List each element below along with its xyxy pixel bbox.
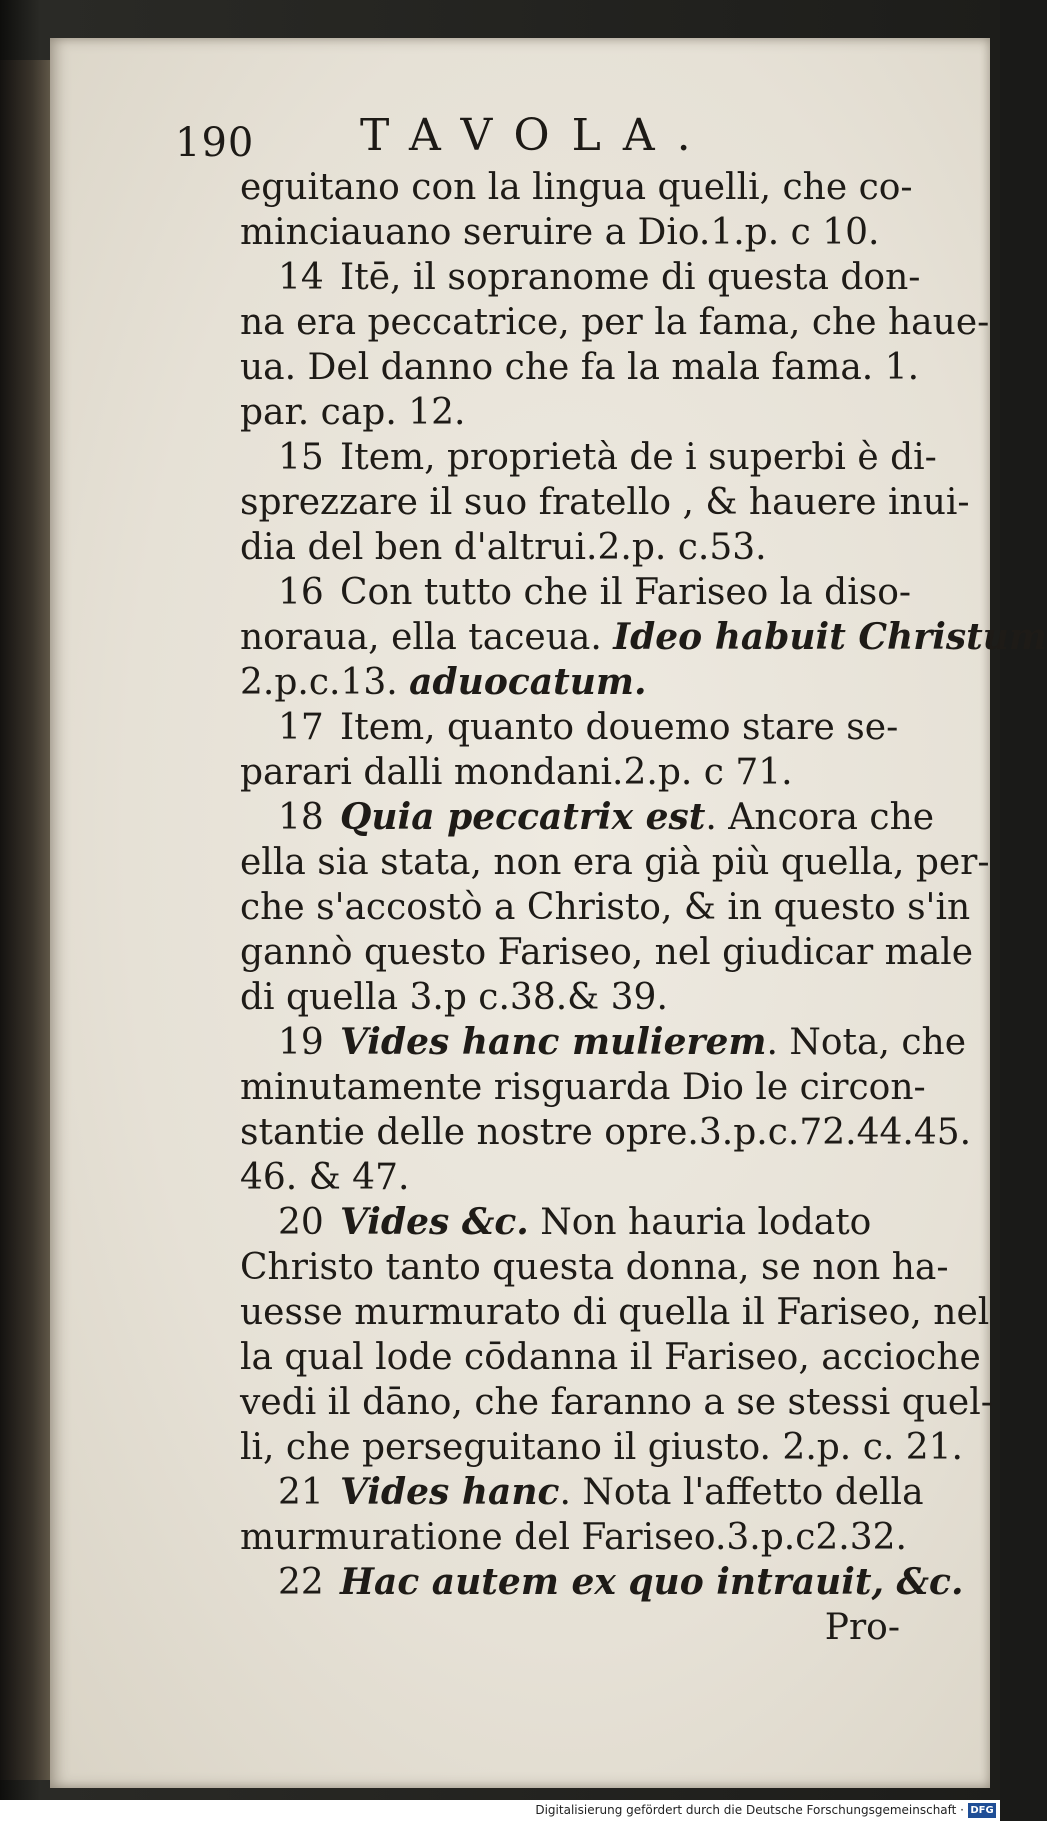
index-line — [240, 390, 940, 435]
index-line — [240, 885, 971, 930]
index-line — [240, 165, 940, 210]
catchword: Pro- — [824, 1607, 900, 1648]
index-line — [240, 255, 940, 300]
entry-text: la qual lode cōdanna il Fariseo, accioche — [240, 1337, 981, 1378]
entry-number: 15 — [278, 437, 324, 478]
index-line — [240, 300, 990, 345]
index-line — [240, 795, 940, 840]
dfg-logo-badge: DFG — [968, 1803, 996, 1818]
entry-text: 2.p.c.13. — [240, 662, 398, 703]
index-line — [240, 435, 940, 480]
entry-text: . Nota, che — [766, 1022, 966, 1063]
entry-text: sprezzare il suo fratello , & hauere inui- — [240, 482, 970, 523]
entry-text: . Ancora che — [705, 797, 935, 838]
index-line — [240, 1200, 940, 1245]
latin-quotation: Vides &c. — [340, 1201, 529, 1243]
entry-text: noraua, ella taceua. — [240, 617, 602, 658]
entry-text: 46. & 47. — [240, 1157, 410, 1198]
index-line — [240, 345, 940, 390]
entry-text: Non hauria lodato — [528, 1202, 872, 1243]
index-line — [240, 570, 940, 615]
entry-text: Item, proprietà de i superbi è di- — [340, 437, 937, 478]
index-line — [240, 1020, 966, 1065]
index-line — [240, 660, 940, 705]
index-line — [240, 1065, 940, 1110]
entry-number: 21 — [278, 1472, 324, 1513]
entry-text: Itē, il sopranome di questa don- — [340, 257, 921, 298]
digitization-footer — [0, 1800, 1000, 1821]
entry-text: par. cap. 12. — [240, 392, 466, 433]
entry-text: di quella 3.p c.38.& 39. — [240, 977, 668, 1018]
index-line — [240, 1515, 940, 1560]
index-line — [240, 480, 970, 525]
index-line — [240, 1425, 963, 1470]
entry-number: 19 — [278, 1022, 324, 1063]
entry-number: 16 — [278, 572, 324, 613]
index-line — [240, 210, 940, 255]
entry-text: murmuratione del Fariseo.3.p.c2.32. — [240, 1517, 908, 1558]
funding-credit: Digitalisierung gefördert durch die Deutsche Forschungsgemeinschaft · — [535, 1803, 964, 1817]
index-line — [240, 930, 974, 975]
entry-text: parari dalli mondani.2.p. c 71. — [240, 752, 793, 793]
index-line — [240, 750, 940, 795]
entry-number: 17 — [278, 707, 324, 748]
entry-text: li, che perseguitano il giusto. 2.p. c. 21. — [240, 1427, 963, 1468]
entry-text: minutamente risguarda Dio le circon- — [240, 1067, 926, 1108]
index-line — [240, 1380, 993, 1425]
entry-text: gannò questo Fariseo, nel giudicar male — [240, 932, 974, 973]
index-line — [240, 615, 1047, 660]
entry-text: minciauano seruire a Dio.1.p. c 10. — [240, 212, 880, 253]
index-line — [240, 705, 940, 750]
index-line — [240, 1110, 972, 1155]
index-line — [240, 1245, 949, 1290]
entry-text: che s'accostò a Christo, & in questo s'in — [240, 887, 971, 928]
entry-text: Con tutto che il Fariseo la diso- — [340, 572, 912, 613]
latin-quotation: Vides hanc — [340, 1471, 560, 1513]
entry-number: 18 — [278, 797, 324, 838]
entry-text: stantie delle nostre opre.3.p.c.72.44.45. — [240, 1112, 972, 1153]
index-line — [240, 840, 990, 885]
index-line — [240, 975, 940, 1020]
page-number: 190 — [175, 120, 255, 166]
running-head — [175, 110, 875, 170]
entry-number: 14 — [278, 257, 324, 298]
index-line — [240, 1290, 990, 1335]
page-title: TAVOLA. — [360, 110, 713, 161]
index-line — [240, 525, 940, 570]
latin-quotation: aduocatum. — [409, 661, 647, 703]
entry-text: eguitano con la lingua quelli, che co- — [240, 167, 913, 208]
entry-number: 20 — [278, 1202, 324, 1243]
entry-text: . Nota l'affetto della — [559, 1472, 924, 1513]
entry-text: ua. Del danno che fa la mala fama. 1. — [240, 347, 920, 388]
index-line — [240, 1470, 940, 1515]
entry-text: Christo tanto questa donna, se non ha- — [240, 1247, 949, 1288]
entry-text: vedi il dāno, che faranno a se stessi quel- — [240, 1382, 993, 1423]
latin-quotation: Quia peccatrix est — [340, 796, 706, 838]
index-line — [240, 1155, 940, 1200]
index-line — [240, 1560, 964, 1605]
entry-number: 22 — [278, 1562, 324, 1603]
entry-text: dia del ben d'altrui.2.p. c.53. — [240, 527, 767, 568]
entry-text: ella sia stata, non era già più quella, per- — [240, 842, 990, 883]
latin-quotation: Ideo habuit Christum — [613, 616, 1047, 658]
entry-text: Item, quanto douemo stare se- — [340, 707, 899, 748]
index-line — [240, 1335, 981, 1380]
entry-text: uesse murmurato di quella il Fariseo, nel — [240, 1292, 990, 1333]
latin-quotation: Vides hanc mulierem — [340, 1021, 767, 1063]
index-text-block — [240, 165, 1047, 1650]
entry-text: na era peccatrice, per la fama, che haue- — [240, 302, 990, 343]
latin-quotation: Hac autem ex quo intrauit, &c. — [340, 1561, 964, 1603]
